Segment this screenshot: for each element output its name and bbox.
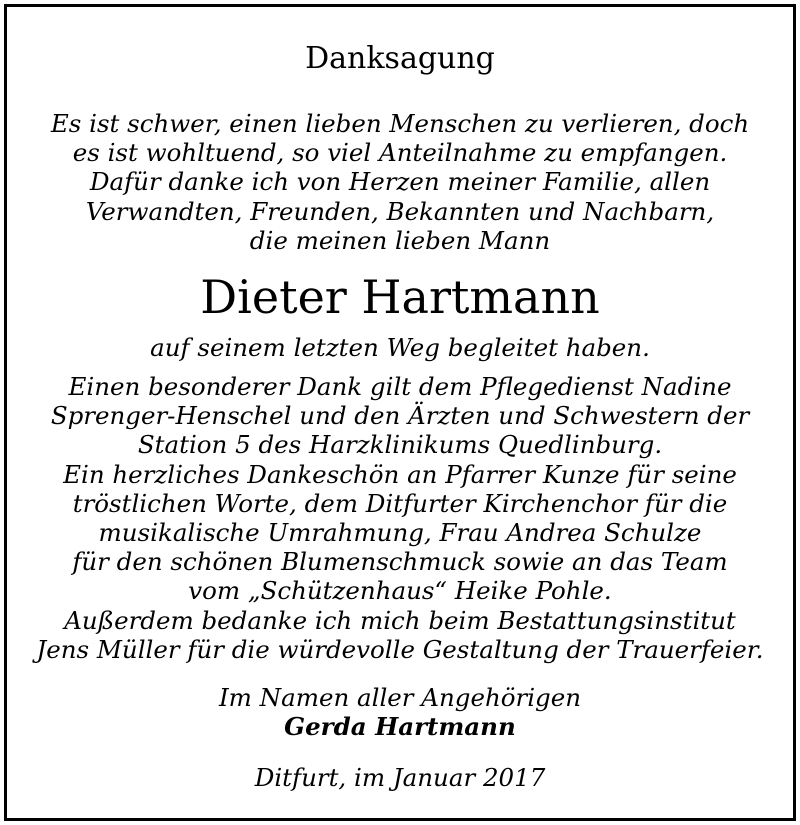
closing-text: Im Namen aller Angehörigen (218, 683, 581, 712)
deceased-name: Dieter Hartmann (200, 270, 600, 324)
place-date: Ditfurt, im Januar 2017 (254, 763, 546, 792)
signer-name: Gerda Hartmann (284, 712, 516, 741)
notice-title: Danksagung (305, 41, 495, 76)
obituary-notice (7, 7, 793, 818)
intro-text: Es ist schwer, einen lieben Menschen zu verlieren, doch es ist wohltuend, so viel Anteilnahme zu empfangen. Dafür danke ich von Herzen meiner Familie, allen Verwandten, Freunden, Bekannten und Nachbarn, die meinen lieben Mann (50, 109, 750, 255)
thanks-text: Einen besonderer Dank gilt dem Pflegedienst Nadine Sprenger-Henschel und den Ärzten und Schwestern der Station 5 des Harzklinikums Quedlinburg. Ein herzliches Dankeschön an Pfarrer Kunze für seine tröstlichen Worte, dem Ditfurter Kirchenchor für die musikalische Umrahmung, Frau Andrea Schulze für den schönen Blumenschmuck sowie an das Team vom „Schützenhaus“ Heike Pohle. Außerdem bedanke ich mich beim Bestattungsinstitut Jens Müller für die würdevolle Gestaltung der Trauerfeier. (36, 372, 764, 664)
after-name-text: auf seinem letzten Weg begleitet haben. (150, 333, 650, 362)
notice-border (4, 4, 796, 821)
